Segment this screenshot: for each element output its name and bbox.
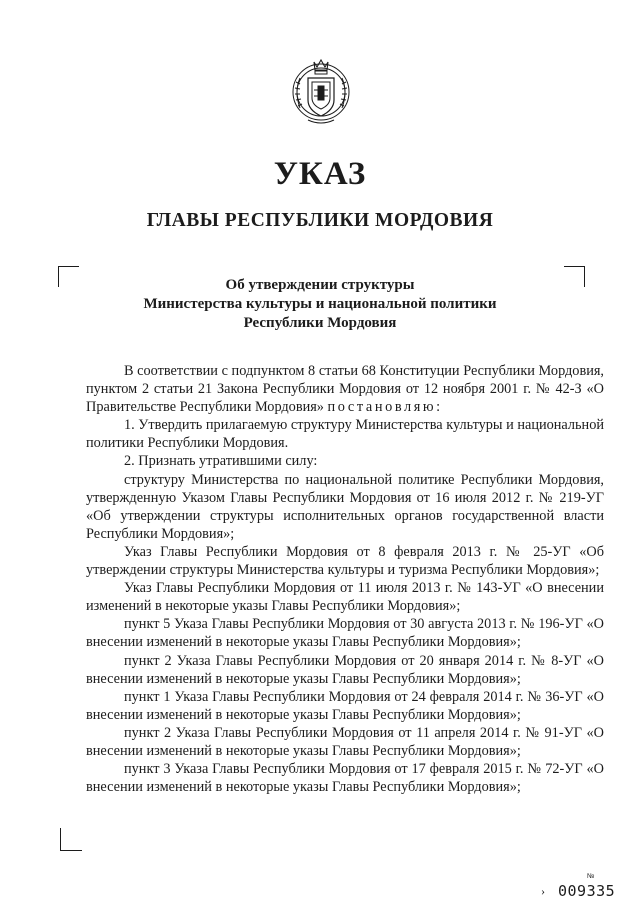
item-2-paragraph: 2. Признать утратившими силу: [124,453,318,470]
decree-heading-line-3: Республики Мордовия [243,315,397,331]
margin-mark-horizontal [60,850,82,851]
issuer-subtitle: ГЛАВЫ РЕСПУБЛИКИ МОРДОВИЯ [146,210,494,231]
intro-paragraph [86,362,604,416]
republic-coat-of-arms-emblem [286,52,356,128]
decree-title: УКАЗ [273,156,367,192]
repealed-item-5: пункт 2 Указа Главы Республики Мордовия от 20 января 2014 г. № 8-УГ «О внесении изменений в некоторые указы Главы Республики Мордовия»; [86,652,604,687]
decree-heading-line-1: Об утверждении структуры [225,277,415,293]
decree-heading [0,276,640,333]
decree-heading-line-2: Министерства культуры и национальной политики [143,296,497,312]
serial-prefix: № [587,873,595,880]
decree-body [86,362,604,796]
repealed-item-8: пункт 3 Указа Главы Республики Мордовия от 17 февраля 2015 г. № 72-УГ «О внесении изменений в некоторые указы Главы Республики Мордовия»; [86,761,604,796]
margin-mark-vertical [60,828,61,850]
serial-dot: › [541,884,545,898]
repealed-item-3: Указ Главы Республики Мордовия от 11 июля 2013 г. № 143-УГ «О внесении изменений в некоторые указы Главы Республики Мордовия»; [86,580,604,615]
repealed-item-1: структуру Министерства по национальной политике Республики Мордовия, утвержденную Указом Главы Республики Мордовия от 16 июля 2012 г. № 219-УГ «Об утверждении структуры исполнительных органов государственной власти Республики Мордовия»; [86,471,604,542]
serial-number: 009335 [558,882,616,900]
intro-text: В соответствии с подпунктом 8 статьи 68 Конституции Республики Мордовия, пунктом 2 статьи 21 Закона Республики Мордовия от 12 ноября 2001 г. № 42-З «О Правительстве Республики Мордовия» [86,363,604,416]
repealed-item-6: пункт 1 Указа Главы Республики Мордовия от 24 февраля 2014 г. № 36-УГ «О внесении изменений в некоторые указы Главы Республики Мордовия»; [86,688,604,723]
intro-keyword: постановляю: [327,399,443,416]
repealed-item-7: пункт 2 Указа Главы Республики Мордовия от 11 апреля 2014 г. № 91-УГ «О внесении изменений в некоторые указы Главы Республики Мордовия»; [86,724,604,759]
repealed-item-4: пункт 5 Указа Главы Республики Мордовия от 30 августа 2013 г. № 196-УГ «О внесении изменений в некоторые указы Главы Республики Мордовия»; [86,616,604,651]
item-1-paragraph: 1. Утвердить прилагаемую структуру Министерства культуры и национальной политики Республики Мордовия. [86,417,605,452]
repealed-item-2: Указ Главы Республики Мордовия от 8 февраля 2013 г. № 25-УГ «Об утверждении структуры Министерства культуры и туризма Республики Мордовия»; [86,543,604,579]
